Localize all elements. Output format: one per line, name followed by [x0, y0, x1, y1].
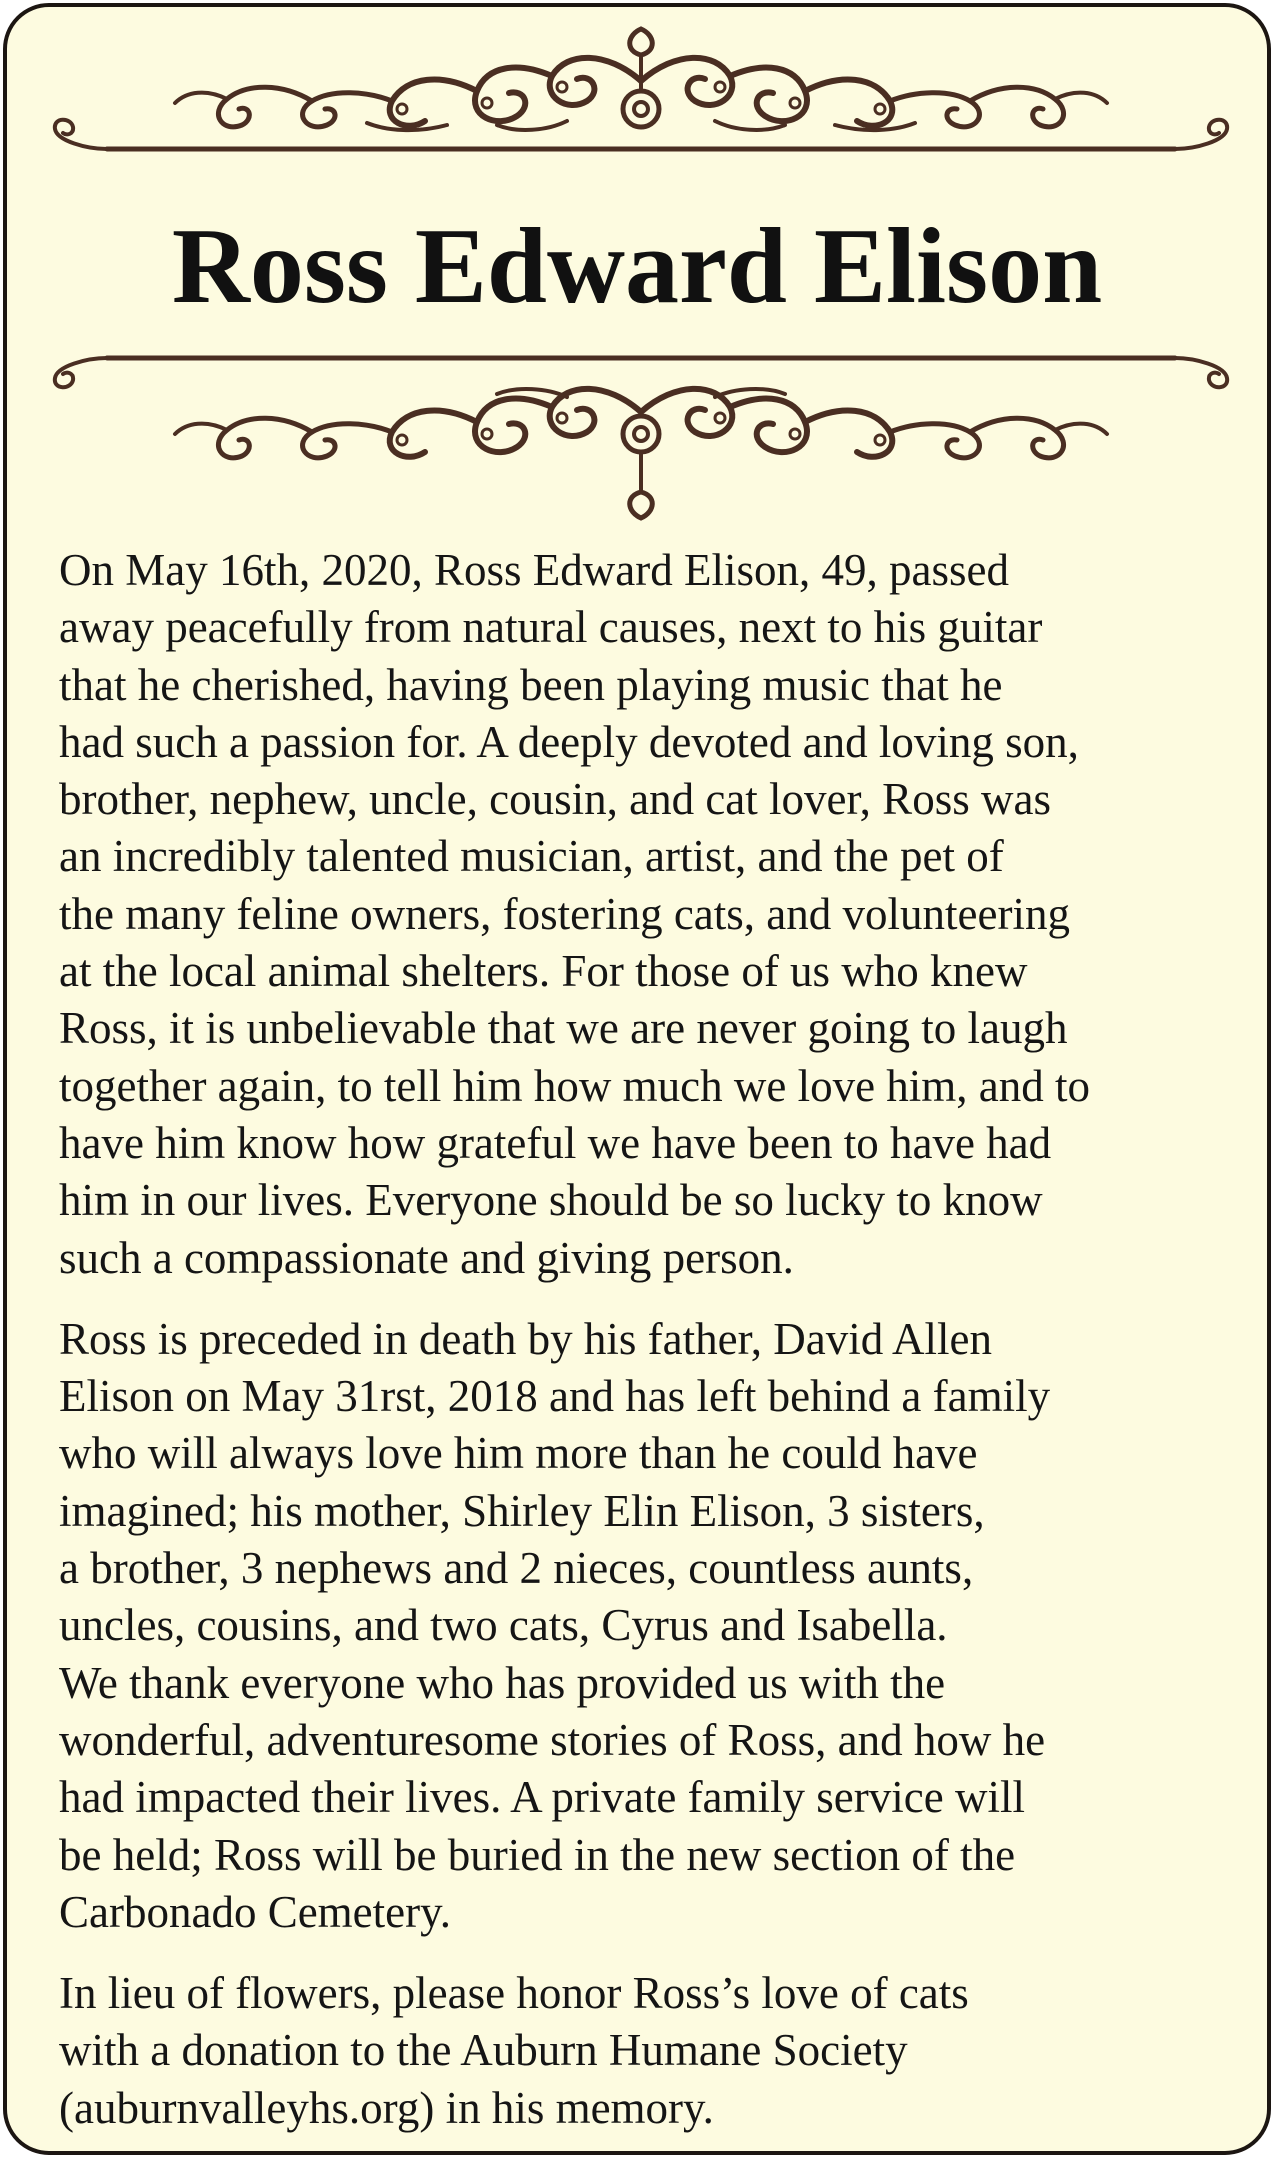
body-paragraph-3: In lieu of flowers, please honor Ross’s love of cats with a donation to the Auburn Humane Society (auburnvalleyhs.org) in his memory. — [59, 1968, 969, 2133]
obituary-body — [59, 542, 1249, 2137]
top-flourish-ornament-icon — [47, 21, 1235, 191]
body-paragraph-2: Ross is preceded in death by his father, David Allen Elison on May 31rst, 2018 and has left behind a family who will always love him more than he could have imagined; his mother, Shirley Elin Elison, 3 sisters, a brother, 3 nephews and 2 nieces, countless aunts, uncles, cousins, and two cats, Cyrus and Isabella. We thank everyone who has provided us with the wonderful, adventuresome stories of Ross, and how he had impacted their lives. A private family service will be held; Ross will be buried in the new section of the Carbonado Cemetery. — [59, 1313, 1051, 1937]
bottom-flourish-ornament-icon — [47, 352, 1235, 527]
page-title: Ross Edward Elison — [171, 207, 1103, 326]
body-paragraph-1: On May 16th, 2020, Ross Edward Elison, 49, passed away peacefully from natural causes, next to his guitar that he cherished, having been playing music that he had such a passion for. A deeply devoted and loving son, brother, nephew, uncle, cousin, and cat lover, Ross was an incredibly talented musician, artist, and the pet of the many feline owners, fostering cats, and volunteering at the local animal shelters. For those of us who knew Ross, it is unbelievable that we are never going to laugh together again, to tell him how much we love him, and to have him know how grateful we have been to have had him in our lives. Everyone should be so lucky to know such a compassionate and giving person. — [59, 545, 1091, 1283]
obituary-card — [3, 3, 1271, 2155]
